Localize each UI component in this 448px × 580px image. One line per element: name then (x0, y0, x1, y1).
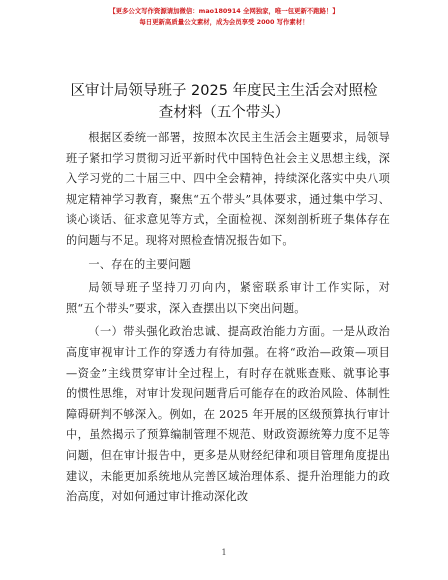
banner-line-2: 每日更新高质量公文素材，成为会员享受 2000 写作素材！ (139, 18, 309, 26)
document-body (66, 128, 390, 508)
document-title (40, 80, 408, 124)
section-heading: 一、存在的主要问题 (88, 257, 191, 271)
title-line-1: 区审计局领导班子 2025 年度民主生活会对照检 (70, 83, 378, 99)
page-number: 1 (221, 548, 227, 557)
section-intro-paragraph: 局领导班子坚持刀刃向内，紧密联系审计工作实际，对照“五个带头”要求，深入查摆出以下突出问题。 (66, 281, 390, 315)
subsection-paragraph: （一）带头强化政治忠诚、提高政治能力方面。一是从政治高度审视审计工作的穿透力有待加强。在将“政治—政策—项目—资金”主线贯穿审计全过程上，有时存在就账查账、就事论事的惯性思维，对审计发现问题背后可能存在的政治风险、体制性障碍研判不够深入。例如，在 2025 年开展的区级预算执行审计中，虽然揭示了预算编制管理不规范、财政资源统筹力度不足等问题，但在审计报告中，更多是从财经纪律和项目管理角度提出建议，未能更加系统地从完善区域治理体系、提升治理能力的政治高度，对如何通过审计推动深化改 (66, 325, 390, 504)
banner-line-1: 【更多公文写作资源请加微信：mao180914 全网独家，唯一包更新不跑路！】 (109, 7, 339, 15)
title-line-2: 查材料（五个带头） (158, 105, 290, 121)
intro-paragraph: 根据区委统一部署，按照本次民主生活会主题要求，局领导班子紧扣学习贯彻习近平新时代中国特色社会主义思想主线，深入学习党的二十届三中、四中全会精神，持续深化落实中央八项规定精神学习教育，聚焦“五个带头”具体要求，通过集中学习、谈心谈话、征求意见等方式，全面检视、深刻剖析班子集体存在的问题与不足。现将对照检查情况报告如下。 (66, 131, 390, 247)
header-banner (0, 6, 448, 28)
